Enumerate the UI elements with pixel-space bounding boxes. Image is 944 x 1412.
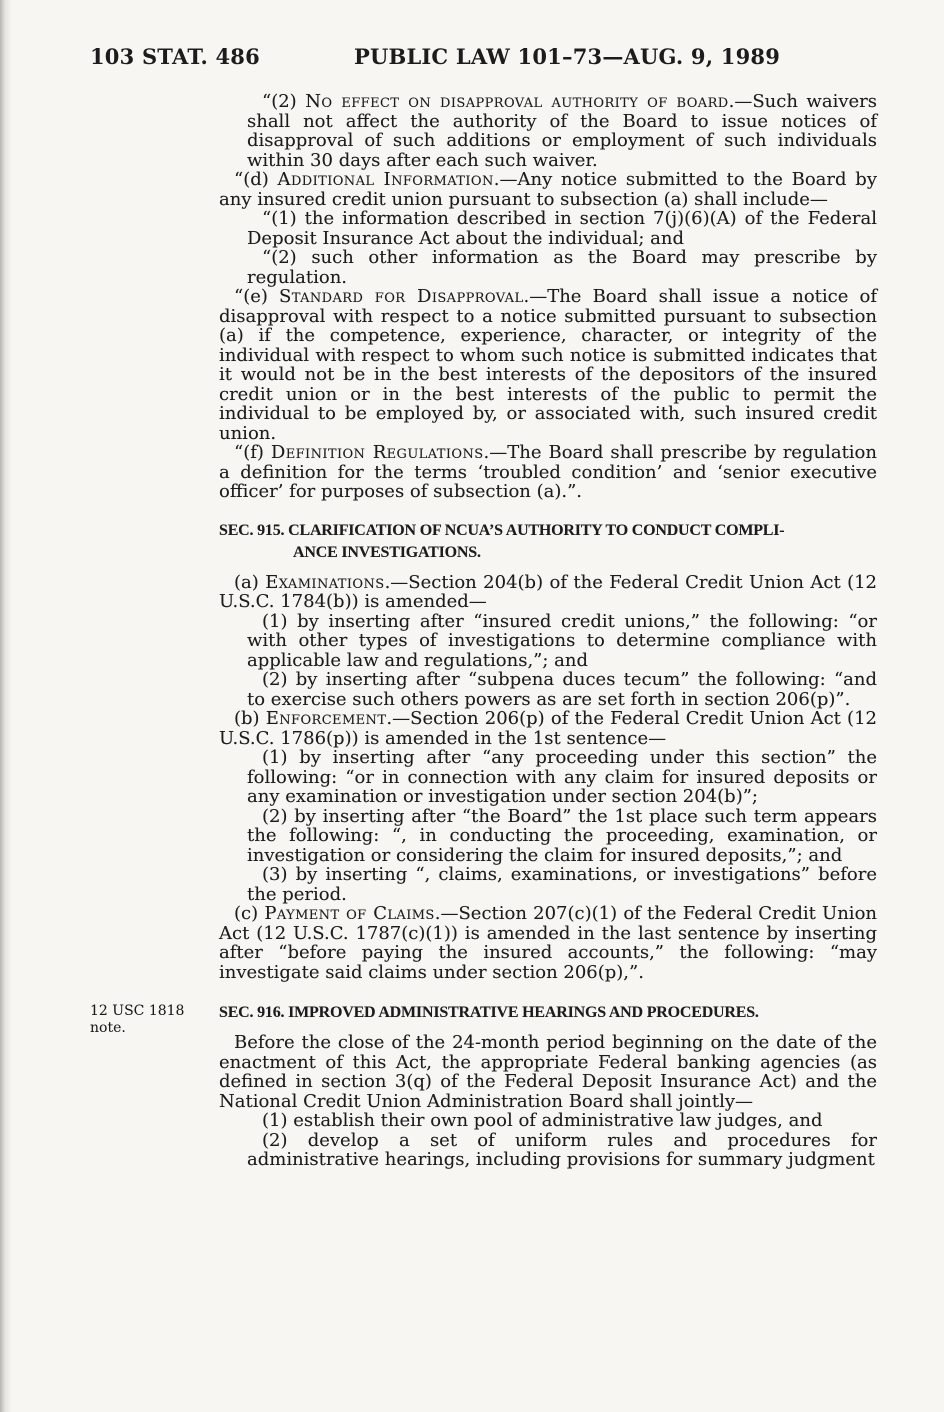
paragraph-915a	[219, 573, 877, 612]
stat-page-number: 103 STAT. 486	[90, 44, 260, 69]
margin-note-line: 12 USC 1818	[90, 1003, 185, 1019]
statute-text-column	[90, 91, 878, 1170]
paragraph-916-2	[247, 1131, 877, 1170]
paragraph-e	[219, 287, 877, 443]
run-normal: “(2) such other information as the Board may prescribe by regulation.	[247, 247, 877, 288]
run-normal: “(1) the information described in section 7(j)(6)(A) of the Federal Deposit Insurance Act about the individual; and	[247, 208, 877, 249]
paragraph-916-1	[247, 1111, 877, 1131]
paragraph-915a2	[247, 670, 877, 709]
page-header	[0, 44, 944, 72]
run-normal: (a)	[234, 571, 266, 593]
run-smallcaps: Definition Regulations	[270, 442, 484, 463]
paragraph-915b	[219, 709, 877, 748]
run-normal: “(f)	[234, 442, 271, 463]
paragraph-915a1	[247, 612, 877, 671]
paragraph-d1	[247, 209, 877, 248]
paragraph-915b1	[247, 748, 877, 807]
section-heading-916	[219, 1002, 877, 1024]
paragraph-f	[219, 443, 877, 502]
run-normal: Before the close of the 24-month period beginning on the date of the enactment of this Act, the appropriate Federal banking agencies (as defined in section 3(q) of the Federal Deposit Insurance Act) and the National Credit Union Administration Board shall jointly—	[219, 1032, 877, 1112]
run-normal: .—The Board shall prescribe by regulation a definition for the terms ‘troubled condition’ and ‘senior executive officer’ for purposes of subsection (a).”.	[219, 442, 877, 502]
page-left-edge-shadow	[0, 0, 12, 1412]
paragraph-d2b	[247, 248, 877, 287]
run-smallcaps: Enforcement	[265, 708, 387, 729]
paragraph-915b2	[247, 807, 877, 866]
section-heading-915	[219, 520, 877, 564]
run-normal: .—Section 204(b) of the Federal Credit Union Act (12 U.S.C. 1784(b)) is amended—	[219, 571, 878, 612]
run-smallcaps: Standard for Disapproval	[279, 286, 524, 307]
run-normal: (1) establish their own pool of administrative law judges, and	[262, 1110, 823, 1131]
paragraph-d2	[247, 92, 877, 170]
run-smallcaps: Payment of Claims	[264, 903, 435, 924]
run-normal: (2) develop a set of uniform rules and procedures for administrative hearings, including provisions for summary judgment	[247, 1129, 877, 1170]
heading-line: ANCE INVESTIGATIONS.	[293, 543, 481, 561]
run-normal: (b)	[234, 708, 266, 729]
margin-note-usc	[90, 1003, 212, 1037]
run-smallcaps: Examinations	[265, 571, 385, 593]
heading-line: SEC. 916. IMPROVED ADMINISTRATIVE HEARINGS AND PROCEDURES.	[219, 1004, 759, 1021]
run-normal: (1) by inserting after “insured credit unions,” the following: “or with other types of investigations to determine compliance with applicable law and regulations,”; and	[247, 610, 877, 671]
law-title: PUBLIC LAW 101–73—AUG. 9, 1989	[353, 44, 781, 69]
run-normal: .—Section 207(c)(1) of the Federal Credit Union Act (12 U.S.C. 1787(c)(1)) is amended in the last sentence by inserting after “before paying the insured accounts,” the following: “may investigate said claims under section 206(p),”.	[219, 903, 877, 983]
run-normal: (2) by inserting after “the Board” the 1st place such term appears the following: “, in conducting the proceeding, examination, or investigation or considering the claim for insured deposits,”; and	[247, 805, 877, 866]
paragraph-915c	[219, 904, 877, 982]
paragraph-915b3	[247, 865, 877, 904]
run-normal: .—Any notice submitted to the Board by any insured credit union pursuant to subsection (a) shall include—	[219, 169, 878, 210]
heading-line: SEC. 915. CLARIFICATION OF NCUA’S AUTHORITY TO CONDUCT COMPLI-	[219, 521, 785, 539]
run-smallcaps: No effect on disapproval authority of board	[305, 91, 729, 112]
run-normal: .—Such waivers shall not affect the authority of the Board to issue notices of disapproval of such additions or employment of such individuals within 30 days after each such waiver.	[247, 91, 877, 171]
run-normal: (1) by inserting after “any proceeding under this section” the following: “or in connection with any claim for insured deposits or any examination or investigation under section 204(b)”;	[247, 747, 877, 807]
run-smallcaps: Additional Information	[277, 169, 494, 190]
run-normal: “(e)	[234, 286, 280, 307]
margin-note-line: note.	[90, 1020, 126, 1036]
run-normal: (2) by inserting after “subpena duces tecum” the following: “and to exercise such others powers as are set forth in section 206(p)”.	[247, 669, 877, 710]
run-normal: “(d)	[234, 169, 278, 190]
paragraph-d	[219, 170, 877, 209]
run-normal: “(2)	[262, 91, 306, 112]
paragraph-916-intro	[219, 1033, 877, 1111]
section-916-block	[90, 1002, 877, 1036]
run-normal: (3) by inserting “, claims, examinations, or investigations” before the period.	[247, 864, 877, 905]
run-normal: .—Section 206(p) of the Federal Credit Union Act (12 U.S.C. 1786(p)) is amended in the 1st sentence—	[219, 708, 877, 749]
run-normal: .—The Board shall issue a notice of disapproval with respect to a notice submitted pursuant to subsection (a) if the competence, experience, character, or integrity of the individual with respect to whom such notice is submitted indicates that it would not be in the best interests of the depositors of the insured credit union or in the best interests of the public to permit the individual to be employed by, or associated with, such insured credit union.	[219, 286, 877, 444]
run-normal: (c)	[234, 903, 265, 924]
